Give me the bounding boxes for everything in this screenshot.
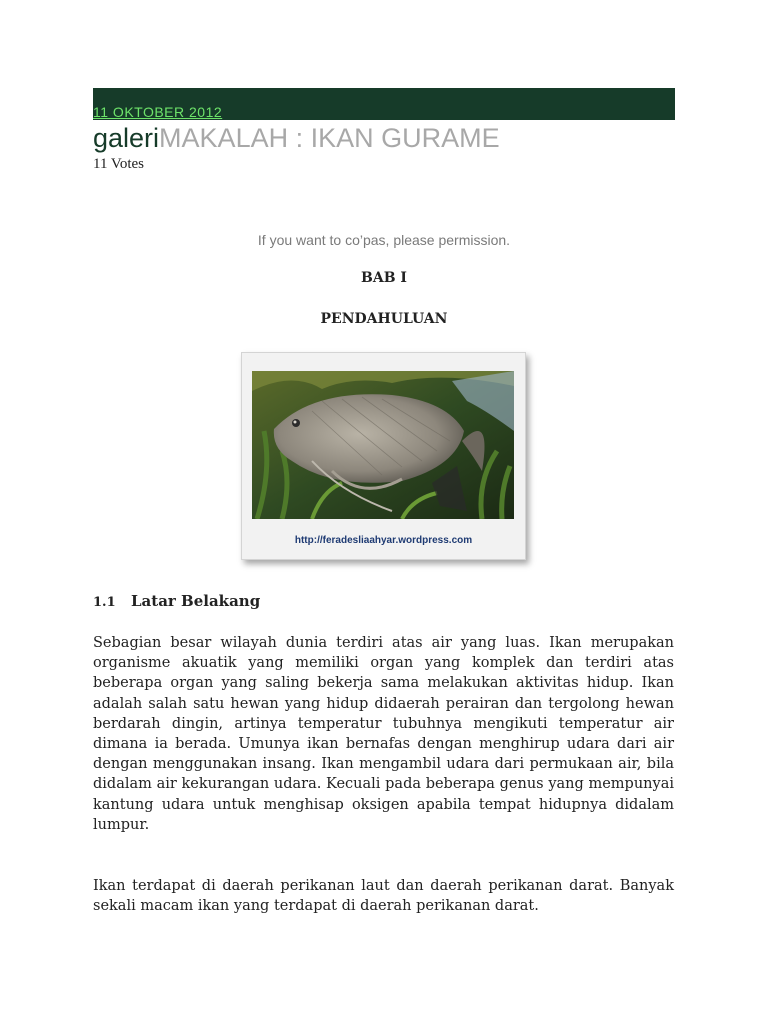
- post-date-link[interactable]: 11 OKTOBER 2012: [93, 104, 223, 120]
- gourami-fish-image: [252, 371, 514, 519]
- title-main: MAKALAH : IKAN GURAME: [159, 123, 500, 153]
- body-paragraph: Ikan terdapat di daerah perikanan laut dan daerah perikanan darat. Banyak sekali macam ikan yang terdapat di daerah perikanan darat.: [93, 878, 674, 915]
- header-bar: [93, 88, 675, 120]
- title-prefix[interactable]: galeri: [93, 123, 160, 153]
- section-title: Latar Belakang: [131, 592, 261, 610]
- chapter-heading: BAB I: [361, 270, 407, 286]
- votes-count: 11 Votes: [93, 156, 144, 172]
- photo-caption: http://feradesliaahyar.wordpress.com: [294, 535, 473, 546]
- fish-photo-frame: [241, 352, 526, 560]
- chapter-title: PENDAHULUAN: [320, 311, 448, 327]
- body-paragraph: Sebagian besar wilayah dunia terdiri atas air yang luas. Ikan merupakan organisme akuatik yang memiliki organ yang komplek dan terdiri atas beberapa organ yang saling bekerja sama melakukan aktivitas hidup. Ikan adalah salah satu hewan yang hidup didaerah perairan dan tergolong hewan berdarah dingin, artinya temperatur tubuhnya mengikuti temperatur air dimana ia berada. Umunya ikan bernafas dengan menghirup udara dari air dengan menggunakan insang. Ikan mengambil udara dari permukaan air, bila didalam air kekurangan udara. Kecuali pada beberapa genus yang mempunyai kantung udara untuk menghisap oksigen apabila tempat hidupnya didalam lumpur.: [93, 635, 674, 833]
- section-heading: [93, 592, 260, 610]
- post-title: [93, 122, 500, 154]
- copy-note: If you want to co’pas, please permission.: [257, 232, 511, 248]
- section-number: 1.1: [93, 595, 116, 610]
